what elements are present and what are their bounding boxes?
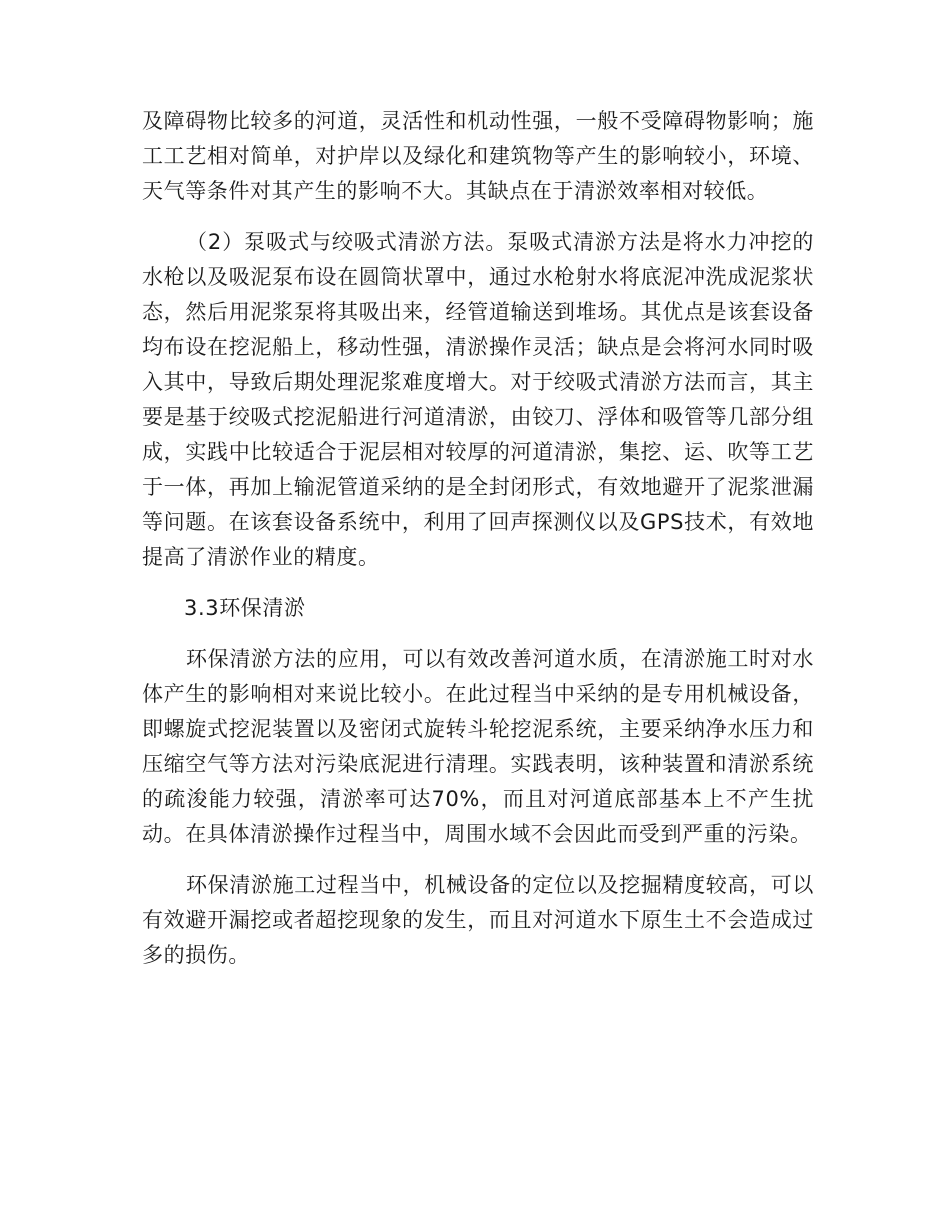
paragraph-continuation: 及障碍物比较多的河道，灵活性和机动性强，一般不受障碍物影响；施工工艺相对简单，对护岸以及绿化和建筑物等产生的影响较小，环境、天气等条件对其产生的影响不大。其缺点在于清淤效率相对较低。 xyxy=(142,109,814,203)
document-page xyxy=(142,104,814,989)
section-heading-3-3: 3.3环保清淤 xyxy=(184,596,306,620)
paragraph-pump-suction-method: （2）泵吸式与绞吸式清淤方法。泵吸式清淤方法是将水力冲挖的水枪以及吸泥泵布设在圆筒状罩中，通过水枪射水将底泥冲洗成泥浆状态，然后用泥浆泵将其吸出来，经管道输送到堆场。其优点是该套设备均布设在挖泥船上，移动性强，清淤操作灵活；缺点是会将河水同时吸入其中，导致后期处理泥浆难度增大。对于绞吸式清淤方法而言，其主要是基于绞吸式挖泥船进行河道清淤，由铰刀、浮体和吸管等几部分组成，实践中比较适合于泥层相对较厚的河道清淤，集挖、运、吹等工艺于一体，再加上输泥管道采纳的是全封闭形式，有效地避开了泥浆泄漏等问题。在该套设备系统中，利用了回声探测仪以及GPS技术，有效地提高了清淤作业的精度。 xyxy=(142,230,814,569)
paragraph-eco-dredging-precision: 环保清淤施工过程当中，机械设备的定位以及挖掘精度较高，可以有效避开漏挖或者超挖现象的发生，而且对河道水下原生土不会造成过多的损伤。 xyxy=(142,873,814,967)
paragraph-eco-dredging: 环保清淤方法的应用，可以有效改善河道水质，在清淤施工时对水体产生的影响相对来说比较小。在此过程当中采纳的是专用机械设备，即螺旋式挖泥装置以及密闭式旋转斗轮挖泥系统，主要采纳净水压力和压缩空气等方法对污染底泥进行清理。实践表明，该种装置和清淤系统的疏浚能力较强，清淤率可达70%，而且对河道底部基本上不产生扰动。在具体清淤操作过程当中，周围水域不会因此而受到严重的污染。 xyxy=(142,647,814,846)
